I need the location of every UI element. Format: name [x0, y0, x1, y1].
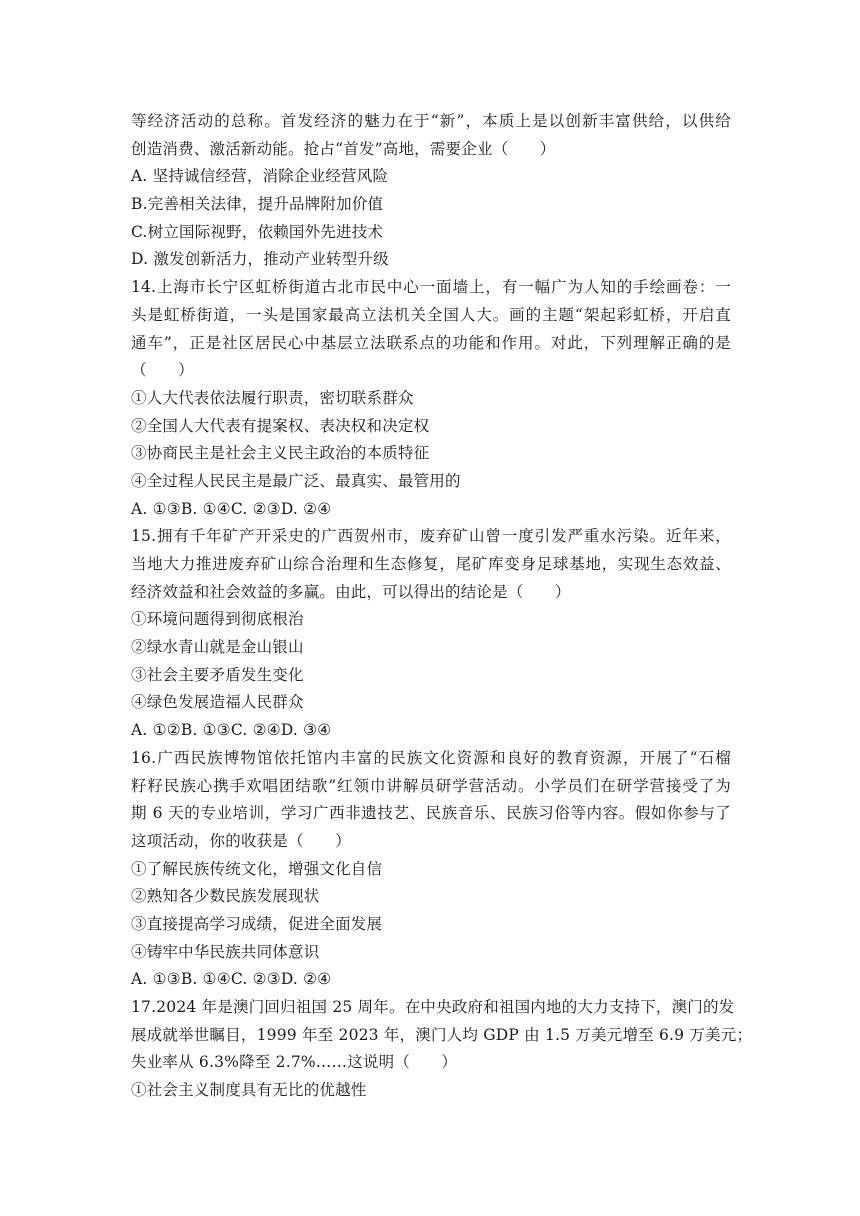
option-line: D. 激发创新活力，推动产业转型升级: [131, 250, 389, 269]
question-15-line: 经济效益和社会效益的多赢。由此，可以得出的结论是（ ）: [131, 582, 571, 601]
question-17-line: 17.2024 年是澳门回归祖国 25 周年。在中央政府和祖国内地的大力支持下，澳门的发: [131, 998, 735, 1016]
answer-options-line: A. ①③B. ①④C. ②③D. ②④: [131, 970, 332, 989]
statement-line: ②熟知各少数民族发展现状: [131, 887, 320, 906]
option-line: C.树立国际视野，依赖国外先进技术: [131, 222, 384, 241]
text-line: 创造消费、激活新动能。抢占“首发”高地，需要企业（ ）: [131, 139, 556, 158]
statement-line: ③协商民主是社会主义民主政治的本质特征: [131, 444, 430, 463]
statement-line: ①了解民族传统文化，增强文化自信: [131, 859, 383, 878]
question-16-line: 这项活动，你的收获是（ ）: [131, 831, 351, 850]
statement-line: ④绿色发展造福人民群众: [131, 693, 304, 712]
question-16-line: 期 6 天的专业培训，学习广西非遗技艺、民族音乐、民族习俗等内容。假如你参与了: [131, 804, 731, 823]
statement-line: ④全过程人民民主是最广泛、最真实、最管用的: [131, 471, 461, 490]
statement-line: ③直接提高学习成绩，促进全面发展: [131, 914, 383, 933]
question-17-line: 展成就举世瞩目，1999 年至 2023 年，澳门人均 GDP 由 1.5 万美元增至 6.9 万美元；: [131, 1025, 753, 1044]
statement-line: ①环境问题得到彻底根治: [131, 610, 304, 629]
option-line: B.完善相关法律，提升品牌附加价值: [131, 195, 384, 214]
statement-line: ①社会主义制度具有无比的优越性: [131, 1081, 367, 1100]
statement-line: ②绿水青山就是金山银山: [131, 638, 304, 657]
statement-line: ②全国人大代表有提案权、表决权和决定权: [131, 416, 430, 435]
question-14-line: 头是虹桥街道，一头是国家最高立法机关全国人大。画的主题“架起彩虹桥，开启直: [131, 305, 731, 324]
question-14-line: （ ）: [131, 361, 194, 380]
question-14-line: 通车”，正是社区居民心中基层立法联系点的功能和作用。对此，下列理解正确的是: [131, 333, 731, 352]
question-15-line: 当地大力推进废弃矿山综合治理和生态修复，尾矿库变身足球基地，实现生态效益、: [131, 555, 731, 573]
statement-line: ①人大代表依法履行职责，密切联系群众: [131, 388, 414, 407]
statement-line: ③社会主要矛盾发生变化: [131, 665, 304, 684]
statement-line: ④铸牢中华民族共同体意识: [131, 942, 320, 961]
question-16-line: 16.广西民族博物馆依托馆内丰富的民族文化资源和良好的教育资源，开展了“石榴: [131, 748, 731, 767]
question-14-line: 14.上海市长宁区虹桥街道古北市民中心一面墙上，有一幅广为人知的手绘画卷：一: [131, 278, 731, 297]
question-17-line: 失业率从 6.3%降至 2.7%……这说明（ ）: [131, 1053, 458, 1072]
answer-options-line: A. ①②B. ①③C. ②④D. ③④: [131, 721, 332, 740]
question-15-line: 15.拥有千年矿产开采史的广西贺州市，废弃矿山曾一度引发严重水污染。近年来，: [131, 527, 731, 546]
text-line: 等经济活动的总称。首发经济的魅力在于“新”，本质上是以创新丰富供给，以供给: [131, 112, 731, 130]
question-16-line: 籽籽民族心携手欢唱团结歌”红领巾讲解员研学营活动。小学员们在研学营接受了为: [131, 776, 731, 795]
answer-options-line: A. ①③B. ①④C. ②③D. ②④: [131, 499, 332, 518]
option-line: A. 坚持诚信经营，消除企业经营风险: [131, 167, 389, 186]
question-text-block: [131, 108, 753, 1105]
